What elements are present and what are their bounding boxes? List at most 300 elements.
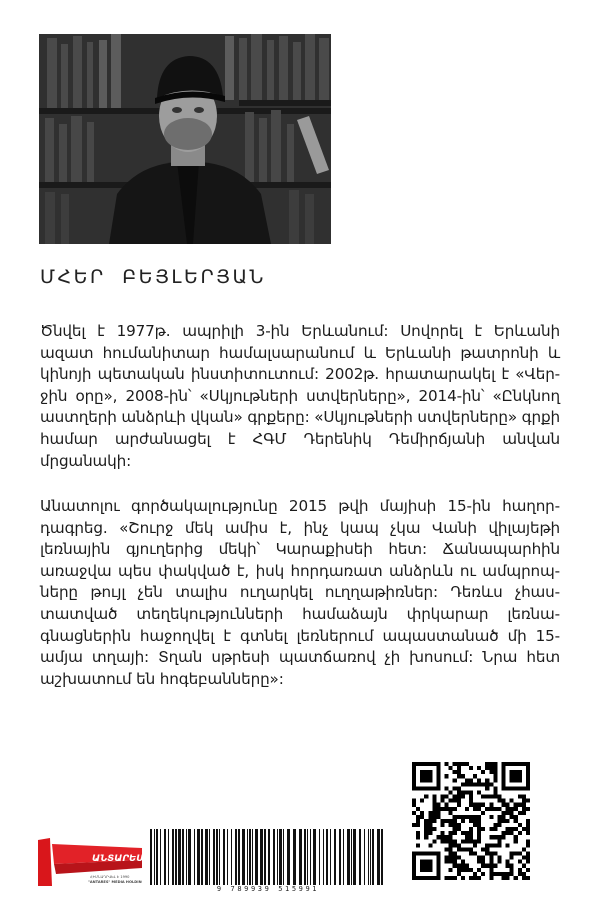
qr-module [497, 872, 501, 876]
qr-module [469, 790, 473, 794]
qr-module [469, 852, 473, 856]
qr-module [518, 803, 522, 807]
qr-module [514, 876, 518, 880]
qr-module [477, 790, 481, 794]
qr-module [514, 835, 518, 839]
qr-module [465, 839, 469, 843]
qr-module [453, 852, 457, 856]
qr-module [510, 831, 514, 835]
qr-module [522, 795, 526, 799]
qr-module [489, 868, 493, 872]
qr-module [477, 860, 481, 864]
qr-module [514, 807, 518, 811]
qr-module [526, 843, 530, 847]
qr-module [432, 811, 436, 815]
barcode-bar [242, 829, 245, 885]
barcode-bar [150, 829, 152, 885]
qr-module [497, 839, 501, 843]
qr-module [453, 827, 457, 831]
qr-module [485, 786, 489, 790]
qr-module [477, 803, 481, 807]
qr-module [481, 827, 485, 831]
qr-module [489, 835, 493, 839]
qr-module [436, 811, 440, 815]
qr-module [506, 831, 510, 835]
author-photo [39, 34, 331, 244]
qr-module [469, 815, 473, 819]
qr-module [457, 770, 461, 774]
qr-module [449, 799, 453, 803]
qr-module [510, 827, 514, 831]
barcode-bar [313, 829, 316, 885]
qr-module [469, 803, 473, 807]
author-bio: Ծնվել է 1977թ. ապրիլի 3-ին Երևանում: Սովորել է Երևանի ազատ հումանիտար համալսարանում և Երևանի թատրոնի և կինոյի պետական ինստիտուտում: 2002թ. հրատարակել է «Վեր-ջին օրը», 2008-ին՝ «Սկյութների ստվերները», 2014-ին՝ «Ընկնող աստղերի անձրևի վկան» գրքերը: «Սկյութների ստվերները» գրքի համար արժանացել է ՀԳՄ Դերենիկ Դեմիրճյանի անվան մրցանակի: [40, 322, 560, 470]
qr-module [445, 856, 449, 860]
barcode-bar [201, 829, 203, 885]
qr-module [477, 831, 481, 835]
qr-module [518, 795, 522, 799]
qr-module [477, 868, 481, 872]
qr-module [502, 831, 506, 835]
qr-module [457, 868, 461, 872]
qr-module [432, 815, 436, 819]
qr-module [506, 876, 510, 880]
barcode-bar [219, 829, 220, 885]
qr-module [436, 807, 440, 811]
qr-module [477, 807, 481, 811]
qr-module [481, 860, 485, 864]
qr-module [506, 811, 510, 815]
qr-module [416, 843, 420, 847]
qr-module [432, 839, 436, 843]
qr-module [420, 799, 424, 803]
qr-module [510, 799, 514, 803]
qr-module [461, 815, 465, 819]
qr-module [449, 766, 453, 770]
author-name: ՄՀԵՐ ԲԵՅԼԵՐՅԱՆ [40, 266, 266, 288]
qr-module [469, 795, 473, 799]
qr-module [449, 790, 453, 794]
qr-module [461, 782, 465, 786]
barcode-bar [168, 829, 169, 885]
qr-module [506, 827, 510, 831]
qr-module [510, 864, 514, 868]
qr-module [481, 795, 485, 799]
qr-module [457, 803, 461, 807]
qr-module [493, 770, 497, 774]
qr-module [502, 811, 506, 815]
qr-module [445, 786, 449, 790]
qr-module [465, 868, 469, 872]
qr-module [449, 811, 453, 815]
qr-module [489, 843, 493, 847]
qr-module [518, 860, 522, 864]
qr-module [465, 835, 469, 839]
qr-module [469, 782, 473, 786]
qr-module [453, 823, 457, 827]
qr-module [526, 807, 530, 811]
qr-module [518, 811, 522, 815]
qr-module [424, 795, 428, 799]
qr-module [445, 762, 449, 766]
qr-module [469, 868, 473, 872]
barcode-bar [268, 829, 270, 885]
qr-module [440, 839, 444, 843]
barcode-bar [186, 829, 187, 885]
qr-module [485, 847, 489, 851]
qr-code [412, 762, 530, 880]
qr-module [469, 847, 473, 851]
barcode-bar [334, 829, 336, 885]
barcode-bar [307, 829, 308, 885]
qr-module [489, 762, 493, 766]
barcode-bar [154, 829, 155, 885]
qr-module [485, 782, 489, 786]
qr-module [502, 799, 506, 803]
barcode-bar [372, 829, 374, 885]
barcode-bar [310, 829, 311, 885]
qr-module [481, 811, 485, 815]
qr-finder-center [510, 770, 522, 782]
qr-module [465, 815, 469, 819]
qr-module [489, 815, 493, 819]
qr-module [497, 823, 501, 827]
qr-module [432, 795, 436, 799]
qr-module [461, 868, 465, 872]
qr-module [497, 795, 501, 799]
qr-module [481, 847, 485, 851]
qr-module [522, 847, 526, 851]
qr-module [469, 827, 473, 831]
qr-module [477, 835, 481, 839]
qr-module [522, 864, 526, 868]
qr-module [449, 831, 453, 835]
qr-module [481, 856, 485, 860]
isbn-digits: 9 789939 515991 [216, 885, 320, 893]
qr-module [440, 795, 444, 799]
qr-module [465, 782, 469, 786]
qr-module [493, 864, 497, 868]
qr-module [481, 864, 485, 868]
qr-module [465, 864, 469, 868]
qr-module [526, 876, 530, 880]
qr-module [477, 856, 481, 860]
qr-module [493, 852, 497, 856]
qr-module [457, 774, 461, 778]
qr-module [461, 847, 465, 851]
qr-module [485, 843, 489, 847]
qr-module [461, 774, 465, 778]
qr-module [489, 782, 493, 786]
barcode-bar [319, 829, 320, 885]
barcode-bar [347, 829, 350, 885]
barcode-bar [178, 829, 181, 885]
qr-module [436, 803, 440, 807]
qr-module [445, 876, 449, 880]
qr-module [489, 795, 493, 799]
qr-module [449, 856, 453, 860]
qr-module [514, 815, 518, 819]
qr-module [440, 819, 444, 823]
qr-module [469, 835, 473, 839]
qr-module [412, 811, 416, 815]
qr-module [453, 876, 457, 880]
qr-module [469, 799, 473, 803]
qr-module [449, 847, 453, 851]
qr-module [477, 819, 481, 823]
qr-module [416, 823, 420, 827]
barcode-bar [238, 829, 240, 885]
qr-module [489, 827, 493, 831]
qr-module [526, 819, 530, 823]
qr-module [428, 819, 432, 823]
qr-module [518, 872, 522, 876]
qr-module [469, 831, 473, 835]
qr-module [428, 815, 432, 819]
barcode-bar [381, 829, 383, 885]
qr-module [526, 860, 530, 864]
qr-module [477, 827, 481, 831]
barcode-bar [343, 829, 344, 885]
qr-module [461, 795, 465, 799]
qr-module [469, 766, 473, 770]
qr-module [449, 843, 453, 847]
qr-module [510, 856, 514, 860]
qr-module [473, 872, 477, 876]
qr-module [518, 823, 522, 827]
qr-module [461, 762, 465, 766]
qr-module [493, 827, 497, 831]
qr-module [445, 795, 449, 799]
qr-module [416, 819, 420, 823]
qr-module [497, 856, 501, 860]
qr-module [428, 811, 432, 815]
qr-module [432, 827, 436, 831]
qr-module [506, 803, 510, 807]
book-excerpt: Անատոլու գործակալությունը 2015 թվի մայիսի 15-ին հաղոր-դագրեց. «Շուրջ մեկ ամիս է, ինչ կապ չկա Վանի վիլայեթի լեռնային գյուղերից մեկի՝ Կարաքիսեի հետ: Ճանապարհին առաջվա պես փակված է, իսկ հորդառատ անձրևն ու ամպրոպ-ները թույլ չեն տալիս ուղարկել ուղղաթիռներ: Դեռևս չհաս-տատված տեղեկությունների համաձայն փրկարար լեռնա-գնացներին հաջողվել է գտնել լեռներում ապաստանած մի 15-ամյա տղայի: Տղան սթրեսի պատճառով չի խոսում: Նրա հետ աշխատում են հոգեբանները»: [40, 497, 560, 688]
qr-module [473, 819, 477, 823]
qr-module [522, 827, 526, 831]
barcode-bar [197, 829, 200, 885]
barcode-bar [205, 829, 208, 885]
barcode-bar [359, 829, 361, 885]
publisher-sub-line1: ՀԻՄՆԱԴՐՎԵԼ Է 1990 [90, 875, 130, 879]
qr-module [489, 766, 493, 770]
barcode-bar [172, 829, 174, 885]
qr-module [493, 762, 497, 766]
barcode-bar [235, 829, 237, 885]
barcode-bar [330, 829, 331, 885]
qr-module [510, 807, 514, 811]
qr-module [477, 823, 481, 827]
qr-module [449, 807, 453, 811]
qr-module [477, 876, 481, 880]
qr-module [473, 774, 477, 778]
qr-module [502, 819, 506, 823]
qr-module [465, 831, 469, 835]
qr-module [489, 864, 493, 868]
qr-module [428, 843, 432, 847]
qr-module [481, 872, 485, 876]
qr-module [510, 815, 514, 819]
qr-module [526, 852, 530, 856]
qr-module [436, 815, 440, 819]
barcode-bar [255, 829, 258, 885]
qr-module [449, 868, 453, 872]
qr-module [465, 778, 469, 782]
qr-module [449, 823, 453, 827]
qr-module [522, 811, 526, 815]
qr-module [473, 852, 477, 856]
qr-module [506, 864, 510, 868]
qr-module [412, 799, 416, 803]
qr-module [453, 778, 457, 782]
qr-module [510, 872, 514, 876]
barcode-bar [249, 829, 251, 885]
qr-module [481, 770, 485, 774]
qr-module [440, 823, 444, 827]
qr-module [432, 819, 436, 823]
qr-module [428, 823, 432, 827]
qr-module [526, 839, 530, 843]
qr-module [489, 872, 493, 876]
qr-module [449, 876, 453, 880]
barcode-bar [264, 829, 266, 885]
qr-module [481, 803, 485, 807]
qr-module [526, 799, 530, 803]
qr-module [526, 823, 530, 827]
barcode-bar [277, 829, 278, 885]
qr-module [481, 782, 485, 786]
qr-module [493, 786, 497, 790]
qr-module [485, 795, 489, 799]
qr-module [453, 795, 457, 799]
barcode-bar [164, 829, 166, 885]
qr-module [453, 786, 457, 790]
barcode-bar [273, 829, 275, 885]
qr-module [502, 876, 506, 880]
qr-module [522, 872, 526, 876]
qr-module [526, 856, 530, 860]
barcode-bar [304, 829, 306, 885]
qr-finder-center [420, 860, 432, 872]
qr-module [440, 807, 444, 811]
qr-module [506, 843, 510, 847]
qr-module [506, 872, 510, 876]
qr-module [506, 819, 510, 823]
qr-module [449, 839, 453, 843]
qr-module [432, 799, 436, 803]
qr-module [510, 868, 514, 872]
barcode-bar [283, 829, 284, 885]
qr-module [514, 819, 518, 823]
barcode-bar [182, 829, 184, 885]
qr-module [477, 782, 481, 786]
qr-module [457, 795, 461, 799]
qr-module [473, 803, 477, 807]
qr-module [489, 807, 493, 811]
barcode-bar [287, 829, 290, 885]
qr-module [502, 803, 506, 807]
qr-module [453, 864, 457, 868]
qr-module [469, 819, 473, 823]
qr-module [514, 839, 518, 843]
qr-module [457, 762, 461, 766]
qr-module [445, 774, 449, 778]
qr-module [465, 790, 469, 794]
qr-module [522, 799, 526, 803]
qr-module [518, 831, 522, 835]
qr-module [518, 868, 522, 872]
qr-module [493, 823, 497, 827]
qr-module [453, 839, 457, 843]
publisher-logo-text: ԱՆՏԱՐԵՍ [92, 854, 142, 864]
qr-module [424, 835, 428, 839]
qr-module [485, 766, 489, 770]
qr-module [493, 872, 497, 876]
qr-module [416, 835, 420, 839]
publisher-sub-line2: "ANTARES" MEDIA HOLDING [88, 880, 142, 884]
qr-module [526, 827, 530, 831]
qr-module [489, 803, 493, 807]
qr-module [522, 856, 526, 860]
qr-module [473, 876, 477, 880]
qr-module [412, 823, 416, 827]
qr-module [449, 819, 453, 823]
qr-module [493, 766, 497, 770]
qr-module [497, 815, 501, 819]
qr-module [428, 831, 432, 835]
qr-module [453, 807, 457, 811]
qr-module [453, 815, 457, 819]
qr-module [424, 819, 428, 823]
qr-module [493, 807, 497, 811]
barcode-bar [223, 829, 225, 885]
qr-module [424, 823, 428, 827]
qr-module [424, 831, 428, 835]
qr-module [477, 815, 481, 819]
qr-module [449, 835, 453, 839]
qr-module [461, 831, 465, 835]
isbn-barcode [146, 829, 390, 887]
qr-module [497, 807, 501, 811]
qr-module [457, 823, 461, 827]
qr-module [449, 852, 453, 856]
qr-module [457, 847, 461, 851]
qr-module [473, 843, 477, 847]
qr-module [497, 819, 501, 823]
barcode-bar [213, 829, 215, 885]
qr-module [445, 803, 449, 807]
qr-module [522, 803, 526, 807]
qr-module [485, 762, 489, 766]
barcode-bar [353, 829, 356, 885]
barcode-bar [377, 829, 380, 885]
qr-module [445, 807, 449, 811]
qr-module [453, 831, 457, 835]
qr-module [420, 811, 424, 815]
qr-module [445, 819, 449, 823]
qr-module [489, 770, 493, 774]
barcode-bar [252, 829, 253, 885]
qr-module [526, 868, 530, 872]
qr-module [493, 778, 497, 782]
qr-module [449, 860, 453, 864]
qr-module [510, 811, 514, 815]
qr-module [420, 815, 424, 819]
qr-module [489, 876, 493, 880]
barcode-bar [231, 829, 232, 885]
